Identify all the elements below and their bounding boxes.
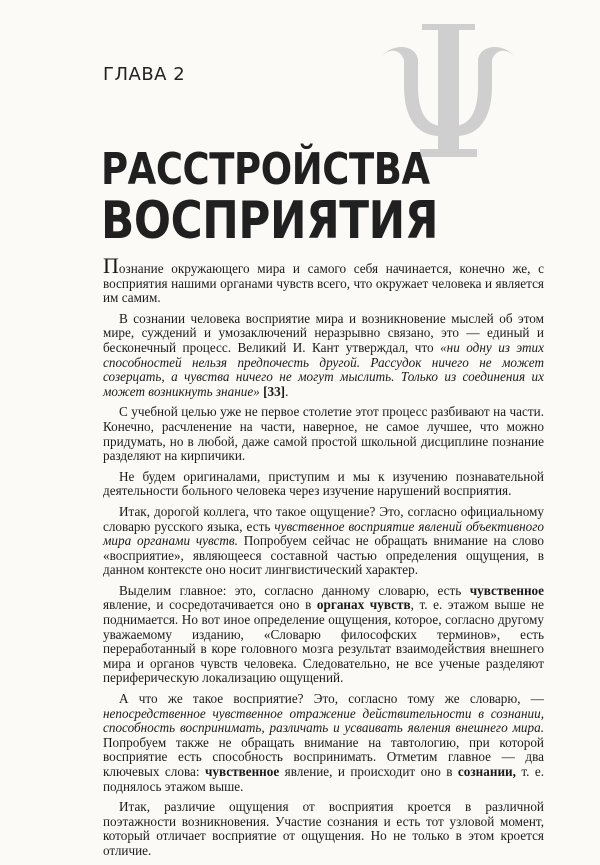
p7-text-3: явление, и происходит оно в: [279, 764, 458, 779]
title-line-2: ВОСПРИЯТИЯ: [101, 191, 439, 251]
paragraph-1-text: ознание окружающего мира и самого себя начинается, конечно же, с восприятия нашими органами чувств всего, что окружает человека и является им самим.: [103, 261, 544, 306]
paragraph-3: С учебной целью уже не первое столетие этот процесс разбивают на части. Конечно, расчленение на части, наверное, не самое лучшее, что можно придумать, но в любой, даже самой простой школьной дисциплине познание разделяют на кирпичики.: [103, 404, 544, 464]
paragraph-1: [103, 253, 544, 306]
paragraph-7: [103, 692, 544, 794]
p5-definition: чувственное восприятие явлений объективного мира органами чувств.: [103, 518, 544, 549]
p6-text-3: , т. е. этажом выше не поднимается. Но вот иное определение ощущения, которое, согласно другому уважаемому изданию, «Словарю философских терминов», есть переработанный в коре головного мозга результат взаимодействия внешнего мира и органов чувств человека. Следовательно, не все ученые разделяют периферическую локализацию ощущений.: [103, 597, 544, 686]
chapter-title: [101, 146, 438, 249]
title-line-1: РАССТРОЙСТВА: [101, 144, 430, 195]
p6-text-1: Выделим главное: это, согласно данному словарю, есть: [119, 582, 470, 598]
p6-text-2: явление, и сосредотачивается оно в: [103, 597, 317, 613]
p6-bold-1: чувственное: [469, 582, 544, 598]
paragraph-2: [103, 312, 544, 400]
p7-definition: непосредственное чувственное отражение действительности в сознании, способность воспринимать, различать и усваивать явления внешнего мира.: [103, 705, 544, 736]
kant-quote: «ни одну из этих способностей нельзя предпочесть другой. Рассудок ничего не может созерцать, а чувства ничего не могут мыслить. Только из соединения их может возникнуть знание»: [103, 339, 544, 399]
p2-text-1: В сознании человека восприятие мира и возникновение мыслей об этом мире, суждений и умозаключений неразрывно связано, это — единый и бесконечный процесс. Великий И. Кант утверждал, что: [103, 310, 544, 355]
p7-bold-1: чувственное: [204, 764, 280, 779]
p2-text-3: .: [285, 383, 289, 399]
paragraph-4: Не будем оригиналами, приступим и мы к изучению познавательной деятельности больного человека через изучение нарушений восприятия.: [103, 468, 544, 499]
p7-text-2: Попробуем также не обращать внимание на тавтологию, при которой восприятие есть способность воспринимать. Отметим главное — два ключевых слова:: [103, 734, 544, 779]
p5-text-1: Итак, дорогой коллега, что такое ощущение? Это, согласно официальному словарю русского языка, есть: [103, 503, 544, 534]
citation-ref: [33]: [263, 383, 286, 399]
p5-text-2: Попробуем сейчас не обращать внимание на слово «восприятие», являющееся составной частью определения ощущения, в данном контексте оно носит лингвистический характер.: [103, 533, 544, 578]
paragraph-5: [103, 505, 544, 578]
p7-bold-2: сознании,: [457, 764, 516, 779]
body-text: [103, 253, 544, 865]
paragraph-8: Итак, различие ощущения от восприятия кроется в различной поэтажности возникновения. Участие сознания и есть тот узловой момент, который отличает восприятие от ощущения. Но не только в этом кроется отличие.: [103, 799, 544, 858]
p7-text-4: т. е. поднялось этажом выше.: [103, 764, 544, 794]
chapter-label: ГЛАВА 2: [103, 64, 186, 85]
p6-bold-2: органах чувств: [316, 597, 411, 613]
paragraph-6: [103, 584, 544, 686]
p7-text-1: А что же такое восприятие? Это, согласно тому же словарю, —: [119, 691, 544, 707]
drop-cap: П: [103, 253, 119, 278]
